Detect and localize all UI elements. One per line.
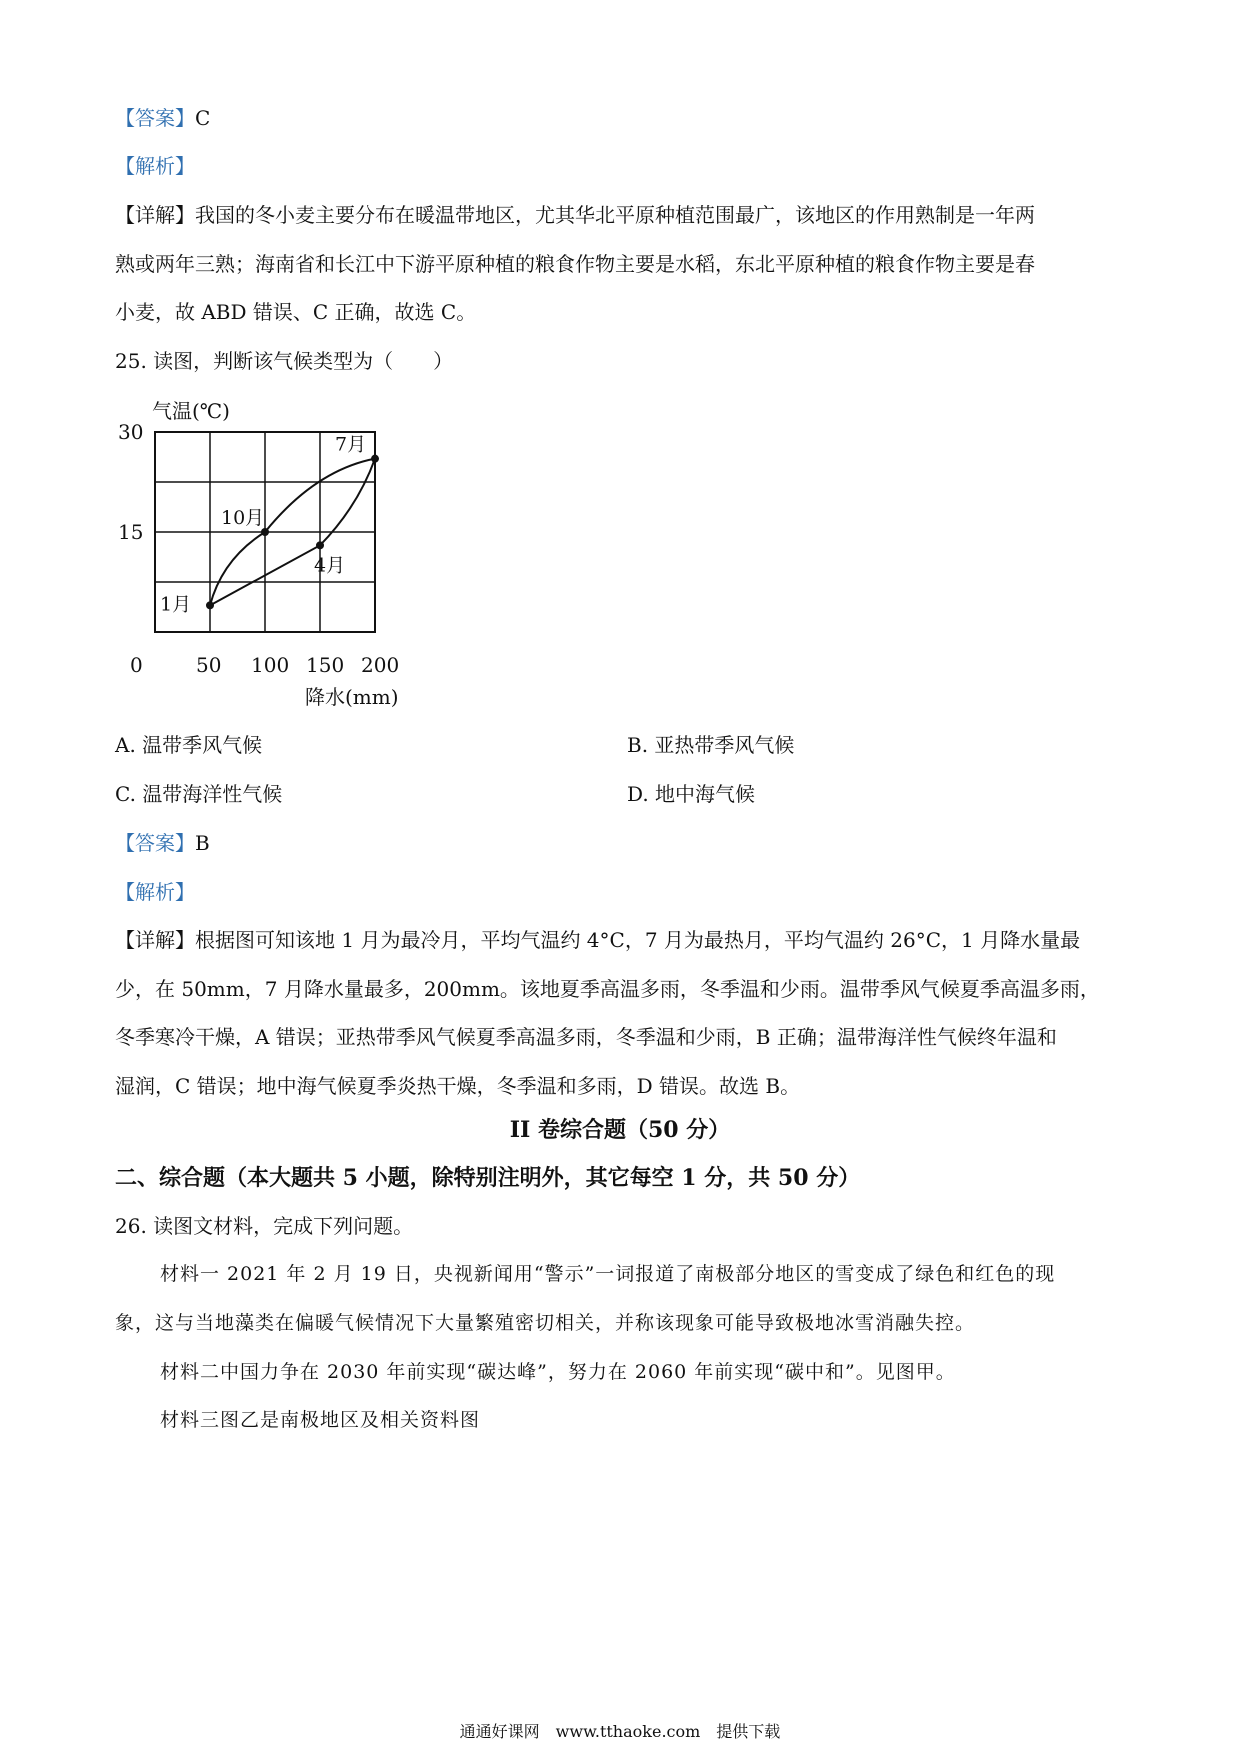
q25-answer <box>115 829 210 857</box>
q25-detail-text-1: 根据图可知该地 1 月为最冷月，平均气温约 4°C，7 月为最热月，平均气温约 26°C，1 月降水量最 <box>195 928 1081 952</box>
q25-option-d-text: 地中海气候 <box>655 782 756 806</box>
q24-answer-value: C <box>195 106 211 130</box>
material-2: 材料二中国力争在 2030 年前实现“碳达峰”，努力在 2060 年前实现“碳中和”。见图甲。 <box>160 1361 956 1383</box>
q25-stem: 25. 读图，判断该气候类型为（ ） <box>115 349 454 373</box>
point-10月 <box>261 528 269 536</box>
q24-detail-tag: 【详解】 <box>115 203 195 227</box>
section2-title: II 卷综合题（50 分） <box>509 1117 731 1143</box>
point-label: 1月 <box>160 593 192 616</box>
material-3: 材料三图乙是南极地区及相关资料图 <box>160 1409 481 1431</box>
y-tick-label: 30 <box>118 420 144 444</box>
q25-option-b-text: 亚热带季风气候 <box>654 733 795 757</box>
x-tick-label: 50 <box>196 653 222 677</box>
climate-chart <box>110 392 420 722</box>
q24-analysis-tag: 【解析】 <box>115 154 195 178</box>
material-1-line-2: 象，这与当地藻类在偏暖气候情况下大量繁殖密切相关，并称该现象可能导致极地冰雪消融失控。 <box>115 1312 976 1334</box>
point-label: 7月 <box>335 433 367 456</box>
y-tick-label: 15 <box>118 520 144 544</box>
q24-answer <box>115 104 210 132</box>
point-7月 <box>371 455 379 463</box>
point-label: 10月 <box>221 507 265 529</box>
q24-detail-line-3: 小麦，故 ABD 错误、C 正确，故选 C。 <box>115 300 477 324</box>
point-1月 <box>206 601 214 609</box>
page-footer: 通通好课网 www.tthaoke.com 提供下载 <box>459 1722 781 1741</box>
q25-detail-line-1 <box>115 926 1080 954</box>
q24-answer-tag: 【答案】 <box>115 106 195 130</box>
point-label: 4月 <box>314 554 346 577</box>
q24-detail-line-1 <box>115 201 1035 229</box>
q26-stem: 26. 读图文材料，完成下列问题。 <box>115 1214 414 1238</box>
q25-answer-value: B <box>195 831 210 855</box>
q25-option-a-label: A. <box>115 733 136 757</box>
chart-labels <box>118 420 399 677</box>
x-tick-label: 100 <box>251 653 290 677</box>
q25-option-a[interactable] <box>115 731 262 759</box>
q25-option-c-label: C. <box>115 782 136 806</box>
q25-option-d[interactable] <box>627 780 755 808</box>
material-1-line-1: 材料一 2021 年 2 月 19 日，央视新闻用“警示”一词报道了南极部分地区的雪变成了绿色和红色的现 <box>160 1263 1056 1285</box>
chart-xlabel: 降水(mm) <box>305 685 399 709</box>
q25-option-c-text: 温带海洋性气候 <box>142 782 283 806</box>
point-4月 <box>316 541 324 549</box>
q24-detail-text-1: 我国的冬小麦主要分布在暖温带地区，尤其华北平原种植范围最广，该地区的作用熟制是一年两 <box>195 203 1035 227</box>
x-tick-label: 200 <box>361 653 400 677</box>
q25-detail-line-3: 冬季寒冷干燥，A 错误；亚热带季风气候夏季高温多雨，冬季温和少雨，B 正确；温带海洋性气候终年温和 <box>115 1025 1057 1049</box>
x-tick-label: 150 <box>306 653 345 677</box>
q25-option-d-label: D. <box>627 782 649 806</box>
q25-detail-line-4: 湿润，C 错误；地中海气候夏季炎热干燥，冬季温和多雨，D 错误。故选 B。 <box>115 1074 801 1098</box>
q25-option-b[interactable] <box>627 731 794 759</box>
q25-option-a-text: 温带季风气候 <box>142 733 263 757</box>
q25-option-b-label: B. <box>627 733 649 757</box>
section2-subtitle: 二、综合题（本大题共 5 小题，除特别注明外，其它每空 1 分，共 50 分） <box>115 1165 861 1191</box>
q25-option-c[interactable] <box>115 780 282 808</box>
x-tick-label: 0 <box>130 653 143 677</box>
chart-ylabel: 气温(℃) <box>152 399 230 423</box>
q25-detail-line-2: 少，在 50mm，7 月降水量最多，200mm。该地夏季高温多雨，冬季温和少雨。温带季风气候夏季高温多雨， <box>115 977 1100 1001</box>
q25-detail-tag: 【详解】 <box>115 928 195 952</box>
q25-analysis-tag: 【解析】 <box>115 880 195 904</box>
q25-answer-tag: 【答案】 <box>115 831 195 855</box>
q24-detail-line-2: 熟或两年三熟；海南省和长江中下游平原种植的粮食作物主要是水稻，东北平原种植的粮食作物主要是春 <box>115 252 1035 276</box>
